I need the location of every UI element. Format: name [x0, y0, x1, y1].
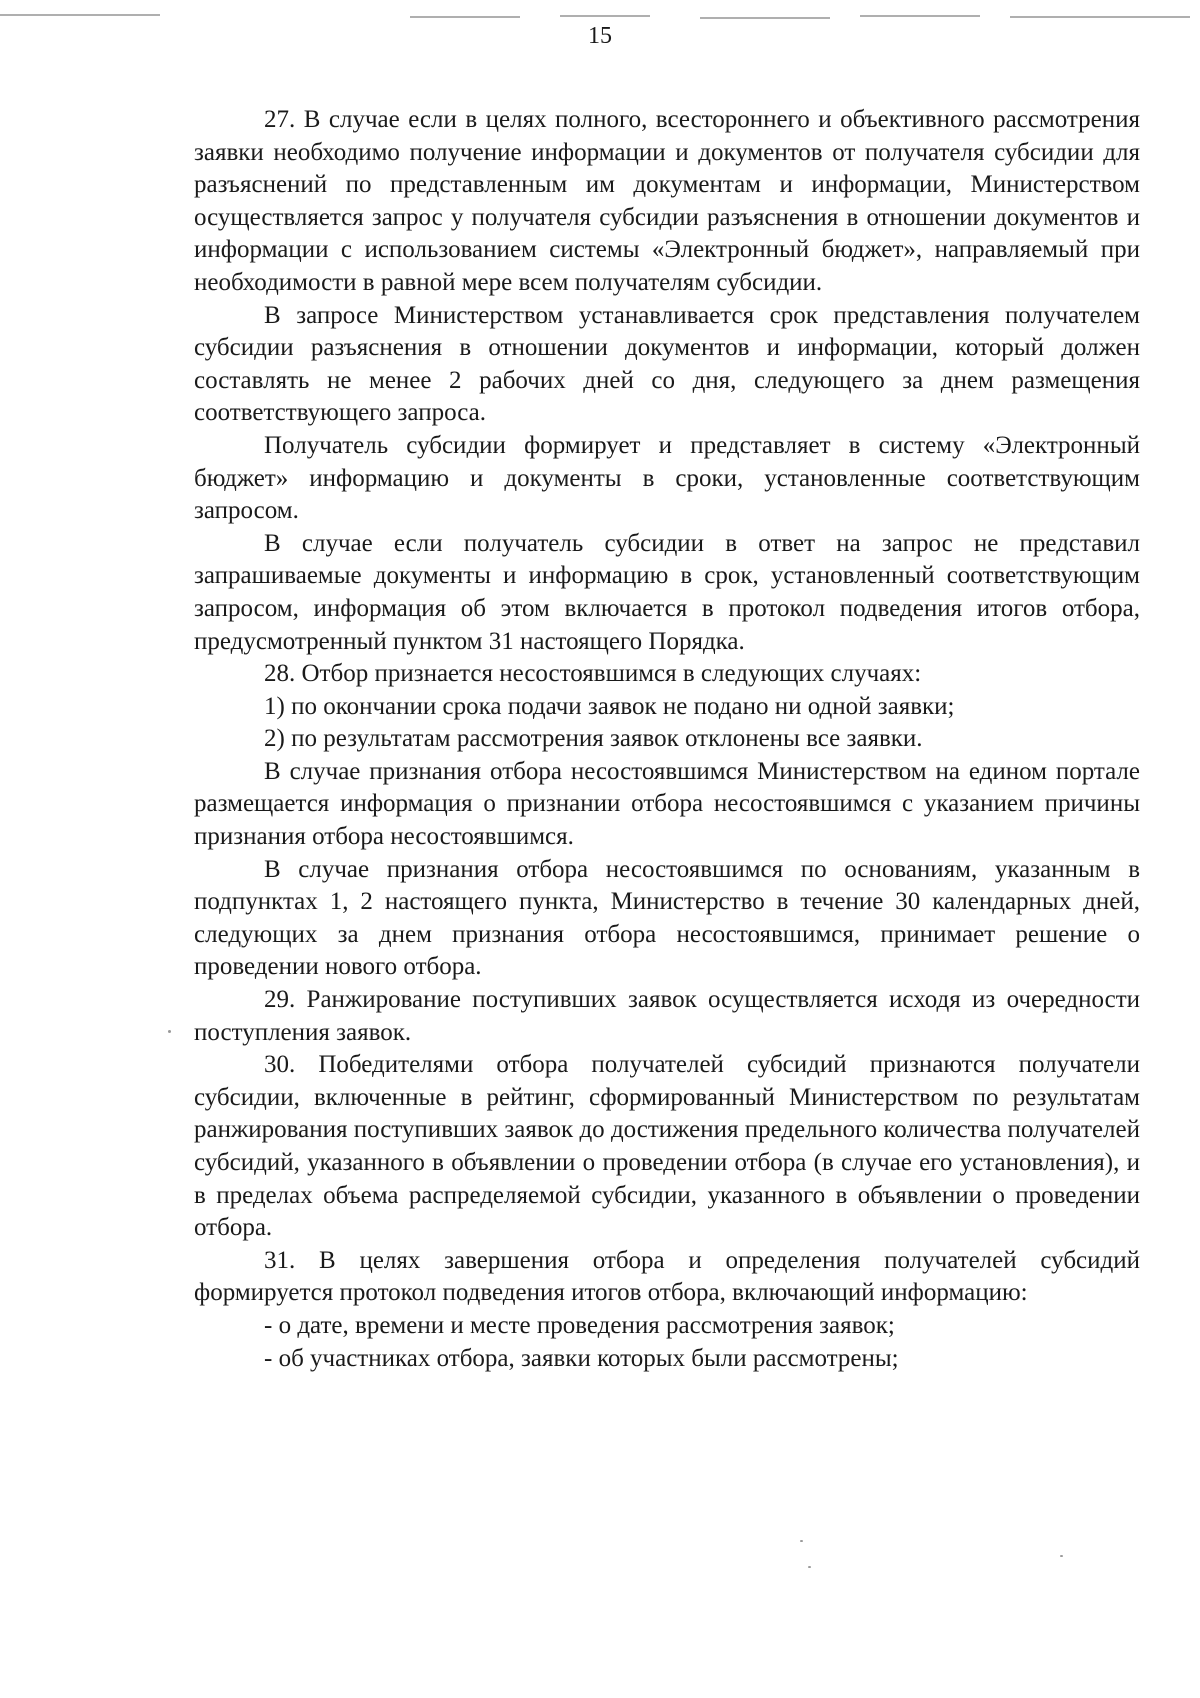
paragraph-failed-selection-notice: В случае признания отбора несостоявшимся Министерством на едином портале размещается информация о признании отбора несостоявшимся с указанием причины признания отбора несостоявшимся. [194, 757, 1140, 851]
list-item-28-1: 1) по окончании срока подачи заявок не подано ни одной заявки; [264, 692, 955, 720]
scan-speck [1060, 1555, 1063, 1557]
paragraph-30: 30. Победителями отбора получателей субсидий признаются получатели субсидии, включенные в рейтинг, сформированный Министерством по результатам ранжирования поступивших заявок до достижения предельного количества получателей субсидий, указанного в объявлении о проведении отбора (в случае его установления), и в пределах объема распределяемой субсидии, указанного в объявлении о проведении отбора. [194, 1051, 1140, 1242]
scan-speck [168, 1030, 171, 1033]
list-item-31-1: - о дате, времени и месте проведения рассмотрения заявок; [264, 1311, 895, 1339]
paragraph-recipient-submits: Получатель субсидии формирует и представляет в систему «Электронный бюджет» информацию и документы в сроки, установленные соответствующим запросом. [194, 431, 1140, 525]
document-body [194, 104, 1140, 1375]
scan-speck [800, 1540, 803, 1542]
page-number: 15 [588, 23, 612, 49]
scan-speck [808, 1566, 811, 1568]
paragraph-27: 27. В случае если в целях полного, всестороннего и объективного рассмотрения заявки необходимо получение информации и документов от получателя субсидии для разъяснений по представленным им документам и информации, Министерством осуществляется запрос у получателя субсидии разъяснения в отношении документов и информации с использованием системы «Электронный бюджет», направляемый при необходимости в равной мере всем получателям субсидии. [194, 106, 1140, 296]
list-item-28-2: 2) по результатам рассмотрения заявок отклонены все заявки. [264, 725, 923, 753]
paragraph-29: 29. Ранжирование поступивших заявок осуществляется исходя из очередности поступления заявок. [194, 986, 1140, 1046]
paragraph-31: 31. В целях завершения отбора и определения получателей субсидий формируется протокол подведения итогов отбора, включающий информацию: [194, 1246, 1140, 1307]
paragraph-new-selection: В случае признания отбора несостоявшимся по основаниям, указанным в подпунктах 1, 2 настоящего пункта, Министерство в течение 30 календарных дней, следующих за днем признания отбора несостоявшимся, принимает решение о проведении нового отбора. [194, 855, 1140, 981]
paragraph-no-response: В случае если получатель субсидии в ответ на запрос не представил запрашиваемые документы и информацию в срок, установленный соответствующим запросом, информация об этом включается в протокол подведения итогов отбора, предусмотренный пунктом 31 настоящего Порядка. [194, 529, 1140, 655]
paragraph-28: 28. Отбор признается несостоявшимся в следующих случаях: [264, 660, 922, 688]
paragraph-request-deadline: В запросе Министерством устанавливается срок представления получателем субсидии разъяснения в отношении документов и информации, который должен составлять не менее 2 рабочих дней со дня, следующего за днем размещения соответствующего запроса. [194, 301, 1140, 427]
list-item-31-2: - об участниках отбора, заявки которых были рассмотрены; [264, 1344, 899, 1372]
